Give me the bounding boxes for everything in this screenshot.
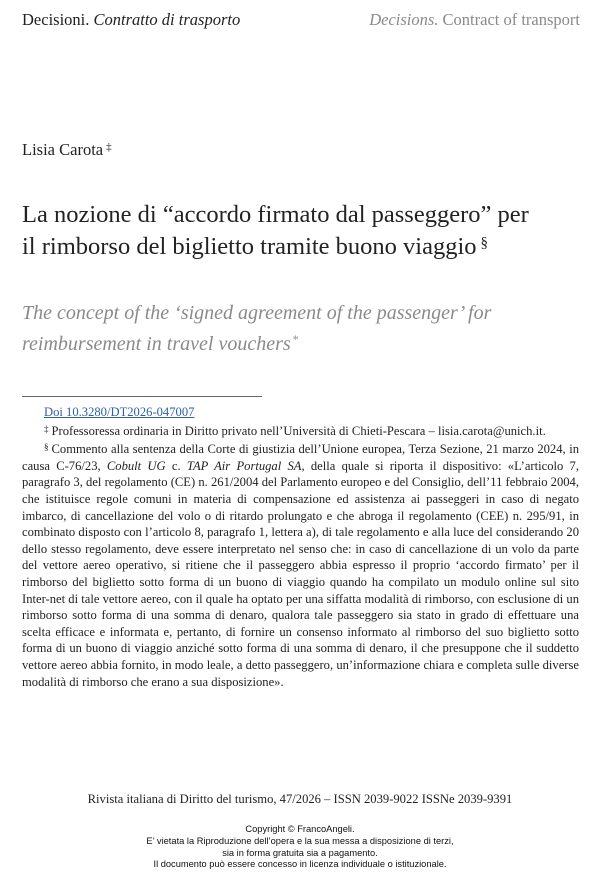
footnote-commentary-intro: Commento alla sentenza della Corte di giustizia dell’Unione europea, Terza Sezione, 21 marzo 2024, in causa C-76/23, xyxy=(22,442,579,473)
header-left-section: Contratto di trasporto xyxy=(93,10,241,29)
footnote-commentary xyxy=(22,439,579,690)
copyright-notice xyxy=(0,824,600,871)
copyright-line-3: sia in forma gratuita sia a pagamento. xyxy=(222,847,378,858)
footnote-author-mark: ‡ xyxy=(44,423,49,434)
article-subtitle xyxy=(22,300,562,357)
footnote-party-two: TAP Air Portugal SA xyxy=(186,458,302,473)
journal-citation: Rivista italiana di Diritto del turismo, 47/2026 – ISSN 2039-9022 ISSNe 2039-9391 xyxy=(87,792,513,806)
copyright-line-1: Copyright © FrancoAngeli. xyxy=(245,824,355,834)
article-title xyxy=(22,200,542,261)
footnote-author-text: Professoressa ordinaria in Diritto privato nell’Università di Chieti-Pescara – lisia.carota@unich.it. xyxy=(51,423,546,438)
footnote-party-one: Cobult UG xyxy=(106,458,166,473)
header-right-section: Contract of transport xyxy=(442,10,580,29)
author-footnote-mark: ‡ xyxy=(106,141,112,153)
copyright-line-4: Il documento può essere concesso in licenza individuale o istituzionale. xyxy=(153,859,447,870)
footnotes xyxy=(22,404,579,690)
footnote-separator xyxy=(22,396,262,397)
footnote-author xyxy=(22,421,579,440)
header-right xyxy=(369,10,580,30)
header-right-prefix: Decisions. xyxy=(369,10,439,29)
copyright-line-2: E’ vietata la Riproduzione dell’opera e la sua messa a disposizione di terzi, xyxy=(146,835,454,846)
running-header xyxy=(22,10,580,34)
author-line xyxy=(22,140,112,160)
doi-link[interactable]: Doi 10.3280/DT2026-047007 xyxy=(44,405,195,419)
header-left-prefix: Decisioni. xyxy=(22,10,90,29)
author-name: Lisia Carota xyxy=(22,140,104,159)
doi-line xyxy=(22,404,579,421)
footnote-versus: c. xyxy=(171,458,181,473)
subtitle-footnote-mark: * xyxy=(292,332,299,346)
title-footnote-mark: § xyxy=(480,235,489,251)
footnote-commentary-body: , della quale si riporta il dispositivo: «L’articolo 7, paragrafo 3, del regolamento (CE) n. 261/2004 del Parlamento europeo e del Consiglio, dell’11 febbraio 2004, che istituisce regole comuni in materia di compensazione ed assistenza ai passeggeri in caso di negato imbarco, di cancellazione del volo o di ritardo prolungato e che abroga il regolamento (CEE) n. 295/91, in combinato disposto con l’articolo 8, paragrafo 1, lettera a), di tale regolamento e alla luce del considerando 20 dello stesso regolamento, deve essere interpretato nel senso che: in caso di cancellazione di un volo da parte del vettore aereo operativo, si ritiene che il passeggero abbia espresso il proprio ‘accordo firmato’ per il rimborso del biglietto sotto forma di un buono di viaggio quando ha compilato un modulo online sul sito Inter-net di tale vettore aereo, con il quale ha optato per una siffatta modalità di rimborso, con esclusione di un rimborso sotto forma di una somma di denaro, qualora tale passeggero sia stato in grado di effettuare una scelta efficace e informata e, pertanto, di fornire un consenso informato al rimborso del suo biglietto sotto forma di un buono di viaggio anziché sotto forma di una somma di denaro, il che presuppone che il suddetto vettore aereo abbia fornito, in modo leale, a detto passeggero, un’informazione chiara e completa sulle diverse modalità di rimborso che erano a sua disposizione». xyxy=(22,458,579,689)
footnote-commentary-mark: § xyxy=(44,442,49,453)
article-title-text: La nozione di “accordo firmato dal passeggero” per il rimborso del biglietto tramite buono viaggio xyxy=(22,201,529,260)
article-subtitle-text: The concept of the ‘signed agreement of the passenger’ for reimbursement in travel vouchers xyxy=(22,302,492,355)
header-left xyxy=(22,10,240,30)
